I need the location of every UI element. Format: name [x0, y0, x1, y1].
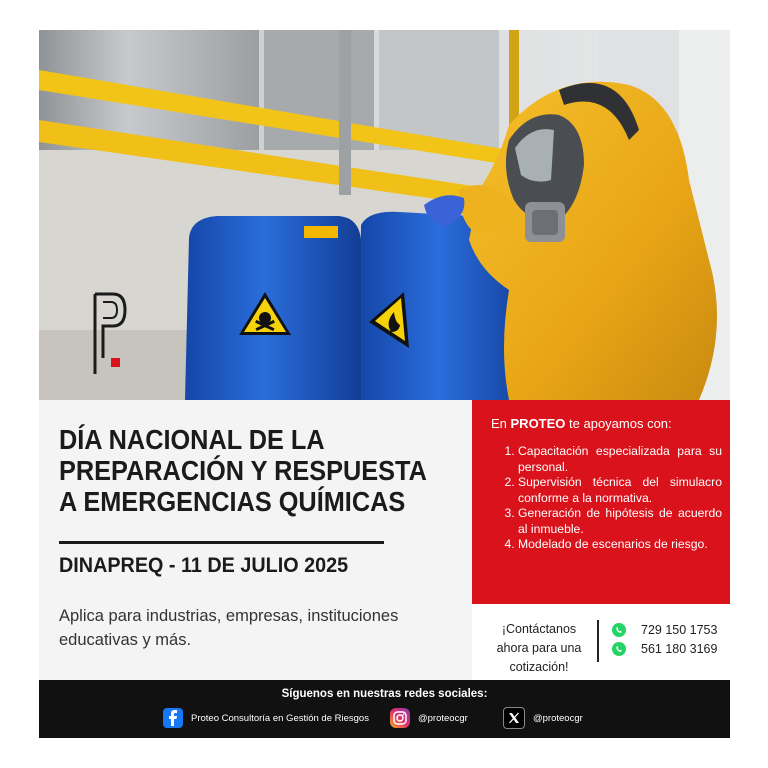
x-icon [503, 707, 525, 729]
x-link[interactable]: @proteocgr [503, 707, 583, 729]
facebook-icon [163, 708, 183, 728]
whatsapp-icon [612, 642, 626, 656]
phone-1[interactable]: 729 150 1753 [612, 621, 717, 639]
page-title [59, 424, 427, 517]
event-date: DINAPREQ - 11 DE JULIO 2025 [59, 553, 349, 577]
brand-name: PROTEO [510, 416, 566, 431]
title-line-2: PREPARACIÓN Y RESPUESTA [59, 455, 427, 486]
title-line-1: DÍA NACIONAL DE LA [59, 424, 325, 455]
title-line-3: A EMERGENCIAS QUÍMICAS [59, 486, 406, 517]
social-heading: Síguenos en nuestras redes sociales: [281, 688, 488, 700]
title-divider [59, 541, 384, 544]
facebook-link[interactable]: Proteo Consultoría en Gestión de Riesgos [163, 707, 369, 729]
proteo-logo-icon [89, 288, 129, 378]
instagram-icon [390, 708, 410, 728]
phone-2[interactable]: 561 180 3169 [612, 640, 717, 658]
contact-divider [597, 620, 599, 662]
social-footer [39, 680, 730, 738]
whatsapp-icon [612, 623, 626, 637]
support-intro: En PROTEO te apoyamos con: [491, 416, 672, 431]
support-box [472, 400, 730, 604]
instagram-link[interactable]: @proteocgr [390, 707, 468, 729]
support-list [500, 444, 722, 553]
list-item: 3. Generación de hipótesis de acuerdo al inmueble. [518, 506, 722, 537]
hero-photo [39, 30, 730, 400]
applies-text: Aplica para industrias, empresas, instituciones educativas y más. [59, 607, 399, 649]
list-item: 1. Capacitación especializada para su personal. [518, 444, 722, 475]
list-item: 2. Supervisión técnica del simulacro conforme a la normativa. [518, 475, 722, 506]
contact-cta: ¡Contáctanos ahora para una cotización! [496, 622, 582, 674]
list-item: 4. Modelado de escenarios de riesgo. [518, 537, 722, 553]
